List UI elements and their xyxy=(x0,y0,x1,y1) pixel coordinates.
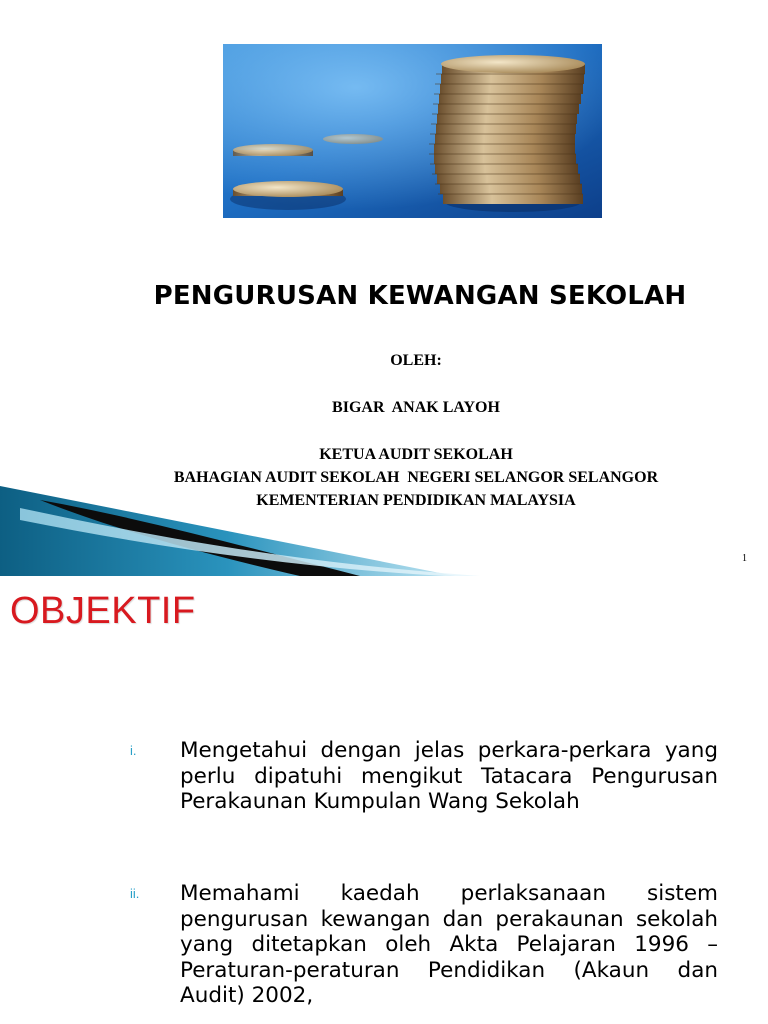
list-marker: ii. xyxy=(130,886,140,901)
author-name: BIGAR ANAK LAYOH xyxy=(332,399,500,416)
by-label: OLEH: xyxy=(390,352,442,369)
author-position: KETUA AUDIT SEKOLAH xyxy=(319,446,513,463)
decorative-swoosh xyxy=(0,478,500,576)
objective-text: Memahami kaedah perlaksanaan sistem pengurusan kewangan dan perakaunan sekolah yang ditetapkan oleh Akta Pelajaran 1996 – Peraturan-peraturan Pendidikan (Akaun dan Audit) 2002, xyxy=(180,881,718,1008)
department-name: BAHAGIAN AUDIT SEKOLAH NEGERI SELANGOR SELANGOR xyxy=(173,469,659,486)
objectives-slide xyxy=(0,576,768,1024)
stacked-coins-image xyxy=(223,44,602,218)
page-number: 1 xyxy=(742,553,747,564)
presentation-title: PENGURUSAN KEWANGAN SEKOLAH xyxy=(153,281,687,311)
list-marker: i. xyxy=(130,743,137,758)
objective-text: Mengetahui dengan jelas perkara-perkara yang perlu dipatuhi mengikut Tatacara Pengurusan Perakaunan Kumpulan Wang Sekolah xyxy=(180,738,718,814)
ministry-name: KEMENTERIAN PENDIDIKAN MALAYSIA xyxy=(256,492,576,509)
slide-title: OBJEKTIF xyxy=(10,590,196,632)
